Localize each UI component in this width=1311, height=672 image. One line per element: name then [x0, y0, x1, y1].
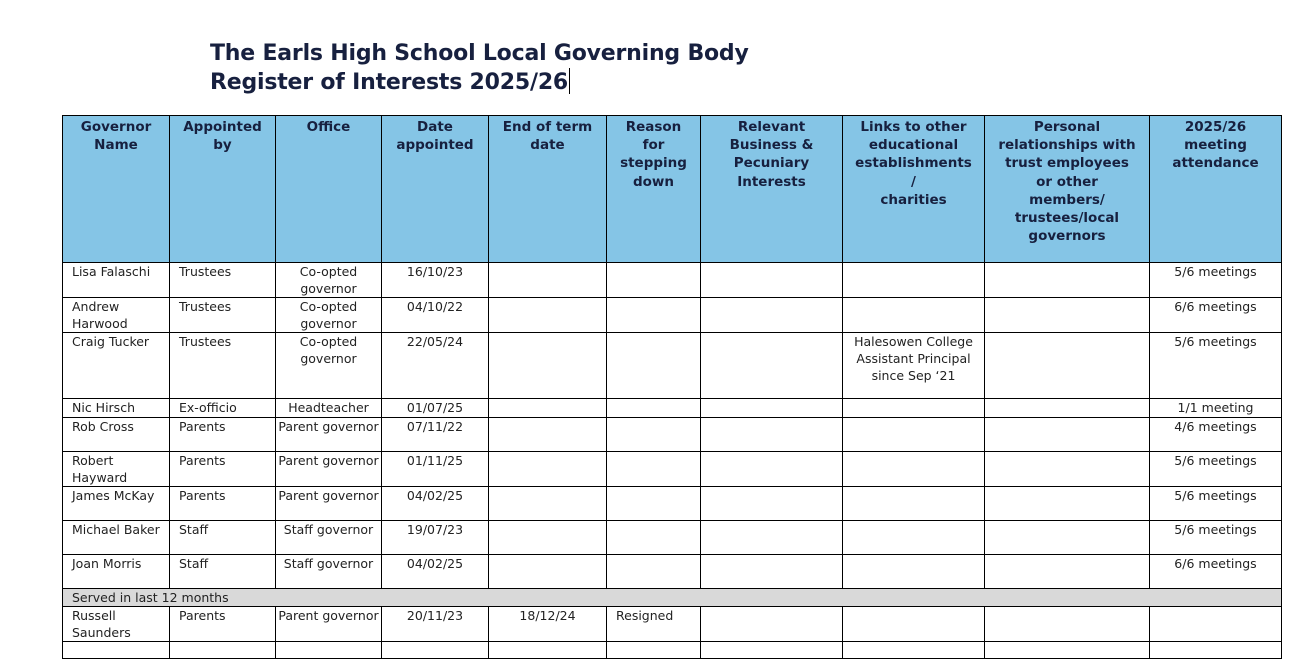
cell-empty[interactable]	[985, 642, 1150, 659]
cell-reason[interactable]	[607, 487, 701, 521]
cell-empty[interactable]	[607, 642, 701, 659]
cell-date-appointed[interactable]: 20/11/23	[382, 607, 489, 642]
cell-attendance[interactable]: 6/6 meetings	[1150, 298, 1282, 333]
cell-office[interactable]: Parent governor	[276, 487, 382, 521]
text-cursor	[569, 68, 570, 94]
cell-name[interactable]: Robert Hayward	[63, 451, 170, 486]
cell-personal[interactable]	[985, 521, 1150, 555]
cell-personal[interactable]	[985, 451, 1150, 486]
cell-reason[interactable]	[607, 263, 701, 298]
cell-empty[interactable]	[843, 642, 985, 659]
cell-attendance[interactable]: 1/1 meeting	[1150, 399, 1282, 418]
cell-office[interactable]: Co-opted governor	[276, 333, 382, 399]
cell-office[interactable]: Staff governor	[276, 521, 382, 555]
section-row-served-last-12-months	[63, 589, 1282, 607]
cell-reason[interactable]	[607, 521, 701, 555]
cell-business[interactable]	[701, 399, 843, 418]
table-row	[63, 555, 1282, 589]
cell-links[interactable]	[843, 555, 985, 589]
cell-reason[interactable]	[607, 399, 701, 418]
cell-attendance[interactable]: 5/6 meetings	[1150, 263, 1282, 298]
header-appointed-by: Appointed by	[170, 116, 276, 263]
cell-end-of-term[interactable]	[489, 555, 607, 589]
cell-attendance[interactable]: 5/6 meetings	[1150, 487, 1282, 521]
cell-appointed-by[interactable]: Parents	[170, 487, 276, 521]
cell-business[interactable]	[701, 451, 843, 486]
cell-name[interactable]: James McKay	[63, 487, 170, 521]
cell-reason[interactable]	[607, 417, 701, 451]
cell-date-appointed[interactable]: 04/02/25	[382, 555, 489, 589]
cell-business[interactable]	[701, 263, 843, 298]
cell-appointed-by[interactable]: Parents	[170, 417, 276, 451]
cell-appointed-by[interactable]: Trustees	[170, 298, 276, 333]
cell-links[interactable]	[843, 487, 985, 521]
register-of-interests-table	[62, 115, 1282, 659]
cell-reason[interactable]	[607, 333, 701, 399]
cell-personal[interactable]	[985, 417, 1150, 451]
cell-empty[interactable]	[1150, 642, 1282, 659]
cell-attendance[interactable]	[1150, 607, 1282, 642]
cell-date-appointed[interactable]: 19/07/23	[382, 521, 489, 555]
header-reason-for-stepping-down: Reason for stepping down	[607, 116, 701, 263]
table-row	[63, 521, 1282, 555]
cell-links[interactable]	[843, 607, 985, 642]
header-row	[63, 116, 1282, 263]
cell-links[interactable]	[843, 451, 985, 486]
cell-personal[interactable]	[985, 333, 1150, 399]
cell-empty[interactable]	[701, 642, 843, 659]
table-row	[63, 263, 1282, 298]
cell-date-appointed[interactable]: 04/10/22	[382, 298, 489, 333]
cell-reason[interactable]	[607, 451, 701, 486]
cell-name[interactable]: Andrew Harwood	[63, 298, 170, 333]
cell-links[interactable]	[843, 521, 985, 555]
cell-date-appointed[interactable]: 07/11/22	[382, 417, 489, 451]
cell-personal[interactable]	[985, 555, 1150, 589]
title-line-2	[210, 68, 749, 97]
cell-personal[interactable]	[985, 487, 1150, 521]
cell-reason[interactable]	[607, 298, 701, 333]
cell-personal[interactable]	[985, 298, 1150, 333]
cell-empty[interactable]	[382, 642, 489, 659]
cell-business[interactable]	[701, 417, 843, 451]
table-row	[63, 399, 1282, 418]
cell-date-appointed[interactable]: 01/07/25	[382, 399, 489, 418]
header-business-pecuniary-interests: Relevant Business & Pecuniary Interests	[701, 116, 843, 263]
cell-attendance[interactable]: 5/6 meetings	[1150, 451, 1282, 486]
cell-attendance[interactable]: 5/6 meetings	[1150, 333, 1282, 399]
cell-personal[interactable]	[985, 607, 1150, 642]
title-line-2-text: Register of Interests 2025/26	[210, 70, 569, 95]
cell-end-of-term[interactable]	[489, 298, 607, 333]
table-row	[63, 298, 1282, 333]
cell-name[interactable]: Craig Tucker	[63, 333, 170, 399]
header-office: Office	[276, 116, 382, 263]
cell-links[interactable]	[843, 399, 985, 418]
cell-name[interactable]: Joan Morris	[63, 555, 170, 589]
cell-attendance[interactable]: 6/6 meetings	[1150, 555, 1282, 589]
header-governor-name: Governor Name	[63, 116, 170, 263]
cell-end-of-term[interactable]	[489, 333, 607, 399]
cell-empty[interactable]	[489, 642, 607, 659]
cell-appointed-by[interactable]: Parents	[170, 607, 276, 642]
cell-personal[interactable]	[985, 399, 1150, 418]
section-label: Served in last 12 months	[63, 589, 1282, 607]
cell-date-appointed[interactable]: 22/05/24	[382, 333, 489, 399]
cell-office[interactable]: Staff governor	[276, 555, 382, 589]
cell-name[interactable]: Russell Saunders	[63, 607, 170, 642]
cell-appointed-by[interactable]: Trustees	[170, 333, 276, 399]
table-row-empty	[63, 642, 1282, 659]
cell-empty[interactable]	[276, 642, 382, 659]
cell-appointed-by[interactable]: Trustees	[170, 263, 276, 298]
cell-office[interactable]: Parent governor	[276, 607, 382, 642]
cell-name[interactable]: Lisa Falaschi	[63, 263, 170, 298]
cell-business[interactable]	[701, 333, 843, 399]
cell-reason[interactable]	[607, 555, 701, 589]
header-personal-relationships: Personal relationships with trust employees or other members/ trustees/local governors	[985, 116, 1150, 263]
cell-reason[interactable]: Resigned	[607, 607, 701, 642]
cell-appointed-by[interactable]: Staff	[170, 521, 276, 555]
cell-business[interactable]	[701, 487, 843, 521]
cell-empty[interactable]	[63, 642, 170, 659]
cell-end-of-term[interactable]: 18/12/24	[489, 607, 607, 642]
cell-business[interactable]	[701, 521, 843, 555]
cell-appointed-by[interactable]: Ex-officio	[170, 399, 276, 418]
header-end-of-term-date: End of term date	[489, 116, 607, 263]
title-line-1: The Earls High School Local Governing Body	[210, 41, 749, 66]
document-title[interactable]	[210, 39, 749, 97]
cell-office[interactable]: Headteacher	[276, 399, 382, 418]
cell-end-of-term[interactable]	[489, 487, 607, 521]
cell-appointed-by[interactable]: Parents	[170, 451, 276, 486]
header-links-to-other-establishments: Links to other educational establishments / charities	[843, 116, 985, 263]
table-row-past	[63, 607, 1282, 642]
header-date-appointed: Date appointed	[382, 116, 489, 263]
cell-name[interactable]: Rob Cross	[63, 417, 170, 451]
cell-name[interactable]: Nic Hirsch	[63, 399, 170, 418]
cell-links[interactable]	[843, 417, 985, 451]
cell-office[interactable]: Parent governor	[276, 451, 382, 486]
cell-office[interactable]: Co-opted governor	[276, 298, 382, 333]
cell-date-appointed[interactable]: 16/10/23	[382, 263, 489, 298]
cell-attendance[interactable]: 5/6 meetings	[1150, 521, 1282, 555]
cell-attendance[interactable]: 4/6 meetings	[1150, 417, 1282, 451]
cell-office[interactable]: Parent governor	[276, 417, 382, 451]
cell-end-of-term[interactable]	[489, 399, 607, 418]
cell-links[interactable]	[843, 298, 985, 333]
cell-empty[interactable]	[170, 642, 276, 659]
cell-personal[interactable]	[985, 263, 1150, 298]
cell-links[interactable]	[843, 263, 985, 298]
cell-end-of-term[interactable]	[489, 451, 607, 486]
cell-end-of-term[interactable]	[489, 417, 607, 451]
cell-end-of-term[interactable]	[489, 263, 607, 298]
cell-date-appointed[interactable]: 04/02/25	[382, 487, 489, 521]
table-row	[63, 451, 1282, 486]
header-meeting-attendance: 2025/26 meeting attendance	[1150, 116, 1282, 263]
table-row	[63, 333, 1282, 399]
table-row	[63, 487, 1282, 521]
cell-business[interactable]	[701, 298, 843, 333]
cell-business[interactable]	[701, 607, 843, 642]
cell-office[interactable]: Co-opted governor	[276, 263, 382, 298]
cell-date-appointed[interactable]: 01/11/25	[382, 451, 489, 486]
cell-business[interactable]	[701, 555, 843, 589]
cell-links[interactable]: Halesowen College Assistant Principal since Sep ‘21	[843, 333, 985, 399]
table-row	[63, 417, 1282, 451]
cell-end-of-term[interactable]	[489, 521, 607, 555]
cell-appointed-by[interactable]: Staff	[170, 555, 276, 589]
cell-name[interactable]: Michael Baker	[63, 521, 170, 555]
